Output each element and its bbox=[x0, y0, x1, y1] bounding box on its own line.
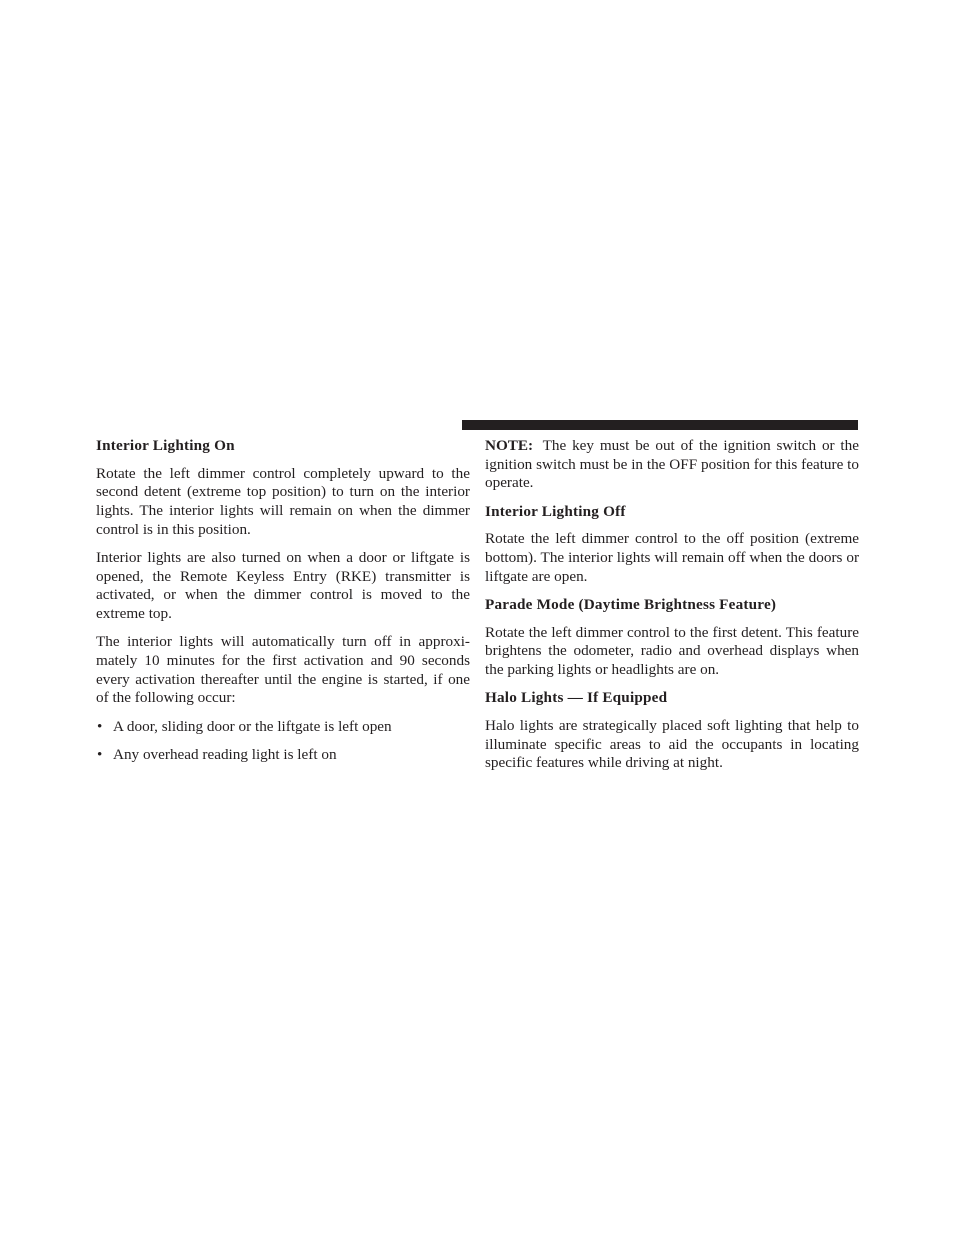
note-label: NOTE: bbox=[485, 437, 534, 454]
list-item-text: Any overhead reading light is left on bbox=[113, 745, 337, 763]
left-column bbox=[96, 437, 470, 774]
right-column bbox=[485, 437, 859, 783]
heading-interior-lighting-on: Interior Lighting On bbox=[96, 437, 235, 454]
paragraph-automatic-off: The interior lights will automatically turn off in approxi-mately 10 minutes for the first activation and 90 seconds every activation thereafter until the engine is started, if one of the following occur: bbox=[96, 633, 470, 707]
paragraph-lighting-off: Rotate the left dimmer control to the off position (extreme bottom). The interior lights will remain off when the doors or liftgate are open. bbox=[485, 530, 859, 585]
paragraph-also-turned-on: Interior lights are also turned on when a door or liftgate is opened, the Remote Keyless Entry (RKE) transmitter is activated, or when the dimmer control is moved to the extreme top. bbox=[96, 549, 470, 623]
list-item bbox=[96, 718, 470, 737]
paragraph-halo-lights: Halo lights are strategically placed soft lighting that help to illuminate specific areas to aid the occupants in locating specific features while driving at night. bbox=[485, 716, 859, 772]
bullet-icon: • bbox=[97, 717, 103, 735]
note-text: The key must be out of the ignition switch or the ignition switch must be in the OFF position for this feature to operate. bbox=[485, 437, 859, 492]
paragraph-parade-mode: Rotate the left dimmer control to the first detent. This feature brightens the odometer, radio and overhead displays when the parking lights or headlights are on. bbox=[485, 623, 859, 679]
bullet-icon: • bbox=[97, 745, 103, 763]
heading-parade-mode: Parade Mode (Daytime Brightness Feature) bbox=[485, 595, 777, 613]
heading-interior-lighting-off: Interior Lighting Off bbox=[485, 502, 626, 520]
conditions-list bbox=[96, 718, 470, 765]
paragraph-rotate-upward: Rotate the left dimmer control completely upward to the second detent (extreme top position) to turn on the interior lights. The interior lights will remain on when the dimmer control is in this position. bbox=[96, 464, 470, 538]
list-item bbox=[96, 746, 470, 765]
list-item-text: A door, sliding door or the liftgate is left open bbox=[113, 717, 392, 735]
note-paragraph bbox=[485, 437, 859, 493]
section-rule bbox=[462, 420, 858, 430]
heading-halo-lights: Halo Lights — If Equipped bbox=[485, 689, 668, 707]
